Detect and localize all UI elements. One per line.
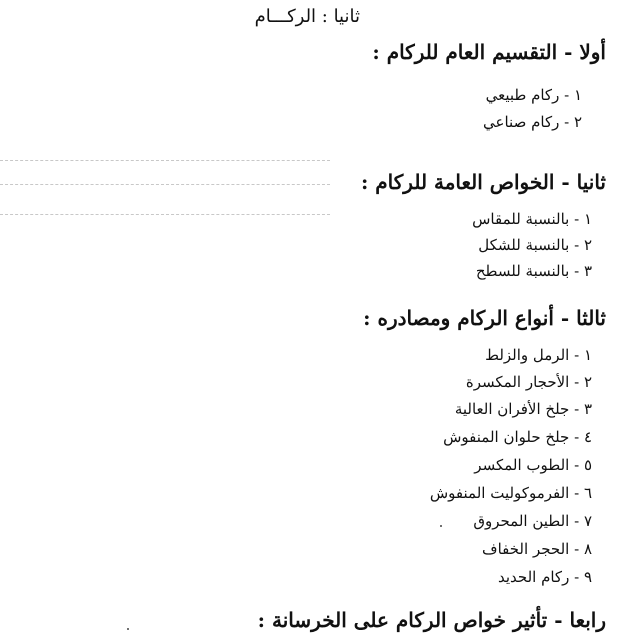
list-item: ٣ - جلخ الأفران العالية [454,400,592,418]
list-item: ٥ - الطوب المكسر [474,456,592,474]
section-heading: رابعا - تأثير خواص الركام على الخرسانة : [257,608,606,632]
list-item: ٨ - الحجر الخفاف [482,540,592,558]
list-item: ٢ - الأحجار المكسرة [465,373,592,391]
page-title: ثانيا : الركـــام [254,6,360,27]
section-heading: ثالثا - أنواع الركام ومصادره : [363,306,606,330]
list-item: ٢ - ركام صناعي [483,113,582,131]
list-item: ١ - الرمل والزلط [485,346,592,364]
scan-artifact [0,160,330,161]
scan-artifact [0,214,330,215]
list-item: ٢ - بالنسبة للشكل [478,236,592,254]
list-item: ٧ - الطين المحروق [473,512,592,530]
section-heading: أولا - التقسيم العام للركام : [372,40,606,64]
scan-speck [440,525,442,527]
list-item: ١ - بالنسبة للمقاس [472,210,592,228]
list-item: ٩ - ركام الحديد [497,568,592,586]
list-item: ١ - ركام طبيعي [485,86,582,104]
scan-artifact [0,184,330,185]
list-item: ٣ - بالنسبة للسطح [475,262,592,280]
list-item: ٤ - جلخ حلوان المنفوش [443,428,592,446]
section-heading: ثانيا - الخواص العامة للركام : [360,170,606,194]
scan-speck [127,628,129,630]
list-item: ٦ - الفرموكوليت المنفوش [429,484,592,502]
